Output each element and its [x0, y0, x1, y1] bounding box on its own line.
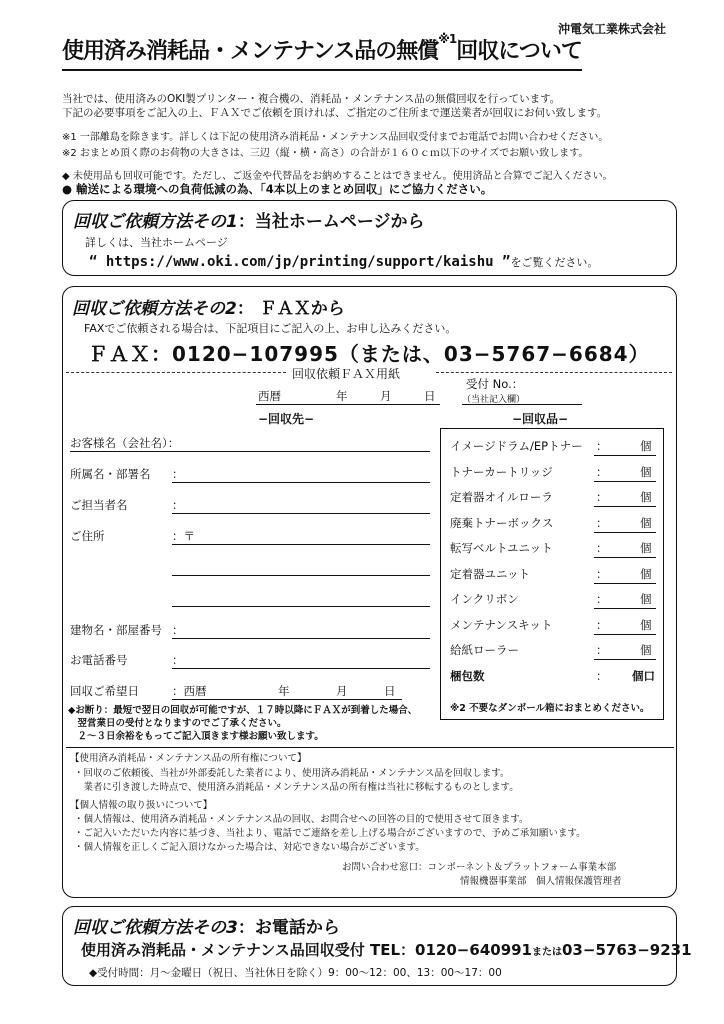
pickup-note-2: 翌営業日の受付となりますのでご了承ください。: [68, 718, 287, 729]
address-input-1[interactable]: [172, 544, 430, 545]
company-name: 沖電気工業株式会社: [558, 22, 667, 36]
item-label: 廃棄トナーボックス: [450, 516, 554, 530]
phone-colon: ：: [172, 653, 184, 667]
method1-url-after: をご覧ください。: [510, 256, 599, 269]
ownership-line-2: 業者に引き渡した時点で、使用済み消耗品・メンテナンス品の所有権は当社に移転するものとします。: [74, 782, 519, 793]
item-unit: 個: [640, 465, 652, 479]
item-label: 給紙ローラー: [450, 643, 519, 657]
postal-mark: ：〒: [172, 529, 195, 543]
bullet-unused: ◆ 未使用品も回収可能です。ただし、ご返金や代替品をお納めすることはできません。使用済品と合算でご記入ください。: [62, 171, 613, 182]
cut-line-left: [66, 372, 286, 373]
date-era: 西暦: [258, 389, 281, 403]
contact-person-colon: ：: [172, 498, 184, 512]
item-label: 転写ベルトユニット: [450, 541, 553, 555]
phone-input[interactable]: [172, 668, 430, 669]
right-column-heading: −回収品−: [512, 412, 569, 426]
item-label: イメージドラム/EPトナー: [450, 439, 583, 453]
page-title: [62, 34, 582, 71]
pickup-date-label: 回収ご希望日: [70, 684, 139, 698]
contact-person-label: ご担当者名: [70, 498, 128, 512]
box-note: ※2 不要なダンボール箱におまとめください。: [450, 703, 650, 714]
method1-box: [62, 200, 677, 276]
customer-name-label: お客様名（会社名）：: [70, 436, 180, 450]
item-unit: 個: [640, 490, 652, 504]
item-unit: 個: [640, 439, 652, 453]
contact-line-1: お問い合わせ窓口：コンポーネント＆プラットフォーム事業本部: [342, 862, 617, 873]
privacy-line-1: ・個人情報は、使用済み消耗品・メンテナンス品の回収、お問合せへの回答の目的で使用させて頂きます。: [74, 814, 529, 825]
method1-heading: [73, 207, 425, 232]
item-colon: ：: [596, 618, 608, 632]
method3-tel-line: [81, 939, 692, 960]
item-quantity-input[interactable]: [594, 634, 656, 635]
pickup-month: 月: [336, 684, 348, 698]
customer-name-input[interactable]: [70, 451, 430, 452]
form-separator: [66, 747, 674, 748]
date-year: 年: [336, 389, 348, 403]
method2-heading-label: 回収ご依頼方法その2: [72, 299, 237, 319]
item-label: トナーカートリッジ: [450, 465, 553, 479]
address-input-3[interactable]: [172, 606, 430, 607]
cut-line-right: [436, 372, 672, 373]
item-colon: ：: [596, 439, 608, 453]
method3-heading: [73, 913, 340, 938]
receipt-note: （当社記入欄）: [462, 395, 526, 405]
item-colon: ：: [596, 465, 608, 479]
contact-line-2: 情報機器事業部 個人情報保護管理者: [460, 876, 622, 887]
privacy-heading: 【個人情報の取り扱いについて】: [70, 800, 213, 811]
item-unit: 個: [640, 643, 652, 657]
item-colon: ：: [596, 567, 608, 581]
date-underline: [256, 404, 440, 405]
title-tail: 回収について: [456, 39, 582, 64]
item-colon: ：: [596, 490, 608, 504]
date-day: 日: [424, 389, 436, 403]
form-title: 回収依頼ＦＡＸ用紙: [292, 367, 401, 381]
item-unit: 個: [640, 618, 652, 632]
department-input[interactable]: [172, 482, 430, 483]
business-hours: ◆受付時間：月～金曜日（祝日、当社休日を除く）9：00～12：00、13：00～17：00: [89, 967, 502, 979]
item-unit: 個: [640, 516, 652, 530]
receipt-no-label: 受付 No.：: [466, 377, 524, 391]
item-quantity-input[interactable]: [594, 608, 656, 609]
method2-line: FAXでご依頼される場合は、下記項目にご記入の上、お申し込みください。: [84, 322, 457, 335]
left-column-heading: −回収先−: [258, 412, 315, 426]
date-month: 月: [380, 389, 392, 403]
address-input-2[interactable]: [172, 575, 430, 576]
item-quantity-input[interactable]: [594, 506, 656, 507]
receipt-underline: [462, 404, 582, 405]
item-quantity-input[interactable]: [594, 481, 656, 482]
method2-heading-rest: ： ＦＡＸから: [236, 299, 345, 319]
item-label: 定着器オイルローラ: [450, 490, 553, 504]
item-colon: ：: [596, 516, 608, 530]
item-colon: ：: [596, 643, 608, 657]
item-quantity-input[interactable]: [594, 532, 656, 533]
item-label: 梱包数: [450, 669, 485, 683]
method2-heading: [72, 294, 345, 319]
intro-line-1: 当社では、使用済みのOKI製プリンター・複合機の、消耗品・メンテナンス品の無償回収を行っています。: [62, 93, 561, 105]
building-colon: ：: [172, 623, 184, 637]
tel-alt: 03−5763−9231: [562, 941, 692, 959]
item-colon: ：: [596, 541, 608, 555]
phone-label: お電話番号: [70, 653, 128, 667]
pickup-year: 年: [278, 684, 290, 698]
department-label: 所属名・部署名: [70, 467, 151, 481]
method1-url-line: [89, 251, 598, 270]
item-quantity-input[interactable]: [594, 659, 656, 660]
note-2: ※2 おまとめ頂く際のお荷物の大きさは、三辺（縦・横・高さ）の合計が１６０ｃｍ以下のサイズでお願い致します。: [62, 148, 589, 159]
note-1: ※1 一部離島を除きます。詳しくは下記の使用済み消耗品・メンテナンス品回収受付までお電話でお問い合わせください。: [62, 132, 609, 143]
title-footnote-mark: ※1: [438, 32, 457, 46]
item-label: メンテナンスキット: [450, 618, 553, 632]
method3-box: [62, 906, 692, 986]
privacy-line-2: ・ご記入いただいた内容に基づき、当社より、電話でご連絡を差し上げる場合がございますので、予めご承知願います。: [74, 828, 586, 839]
pickup-note-3: ２～３日余裕をもってご記入頂きます様お願い致します。: [68, 731, 324, 742]
bullet-bundle: ● 輸送による環境への負荷低減の為、「4本以上のまとめ回収」にご協力ください。: [62, 182, 493, 196]
item-unit: 個: [640, 541, 652, 555]
method1-heading-label: 回収ご依頼方法その1: [73, 212, 238, 232]
item-quantity-input[interactable]: [594, 583, 656, 584]
homepage-url-link[interactable]: “ https://www.oki.com/jp/printing/support/kaishu ”: [89, 254, 511, 270]
intro-line-2: 下記の必要事項をご記入の上、ＦＡＸでご依頼を頂ければ、ご指定のご住所まで運送業者が回収にお伺い致します。: [62, 107, 608, 119]
pickup-note-1: ◆お断り：最短で翌日の回収が可能ですが、１７時以降にＦＡＸが到着した場合、: [68, 705, 418, 716]
address-label: ご住所: [70, 529, 105, 543]
method3-heading-label: 回収ご依頼方法その3: [73, 918, 238, 938]
pickup-day: 日: [384, 684, 396, 698]
method1-heading-rest: ：当社ホームページから: [237, 212, 425, 232]
item-label: インクリボン: [450, 592, 519, 606]
pickup-era: ：西暦: [172, 684, 207, 698]
method3-heading-rest: ：お電話から: [237, 918, 340, 938]
item-label: 定着器ユニット: [450, 567, 531, 581]
tel-or: または: [532, 947, 562, 958]
contact-person-input[interactable]: [172, 513, 430, 514]
item-unit: 個: [640, 592, 652, 606]
fax-number: ＦＡＸ：0120−107995（または、03−5767−6684）: [88, 342, 650, 366]
item-unit: 個口: [632, 669, 655, 683]
item-unit: 個: [640, 567, 652, 581]
ownership-line-1: ・回収のご依頼後、当社が外部委託した業者により、使用済み消耗品・メンテナンス品を回収します。: [74, 768, 510, 779]
method1-line: 詳しくは、当社ホームページ: [85, 236, 228, 249]
title-main: 使用済み消耗品・メンテナンス品の無償: [62, 39, 439, 64]
pickup-date-input[interactable]: [172, 699, 402, 700]
item-quantity-input[interactable]: [594, 557, 656, 558]
building-label: 建物名・部屋番号: [70, 623, 162, 637]
ownership-heading: 【使用済み消耗品・メンテナンス品の所有権について】: [70, 753, 307, 764]
building-input[interactable]: [172, 638, 430, 639]
item-colon: ：: [596, 592, 608, 606]
department-colon: ：: [172, 467, 184, 481]
privacy-line-3: ・個人情報を正しくご記入頂けなかった場合は、対応できない場合がございます。: [74, 842, 425, 853]
item-quantity-input[interactable]: [594, 455, 656, 456]
tel-main: 使用済み消耗品・メンテナンス品回収受付 TEL：0120−640991: [81, 941, 532, 959]
item-colon: ：: [596, 669, 608, 683]
